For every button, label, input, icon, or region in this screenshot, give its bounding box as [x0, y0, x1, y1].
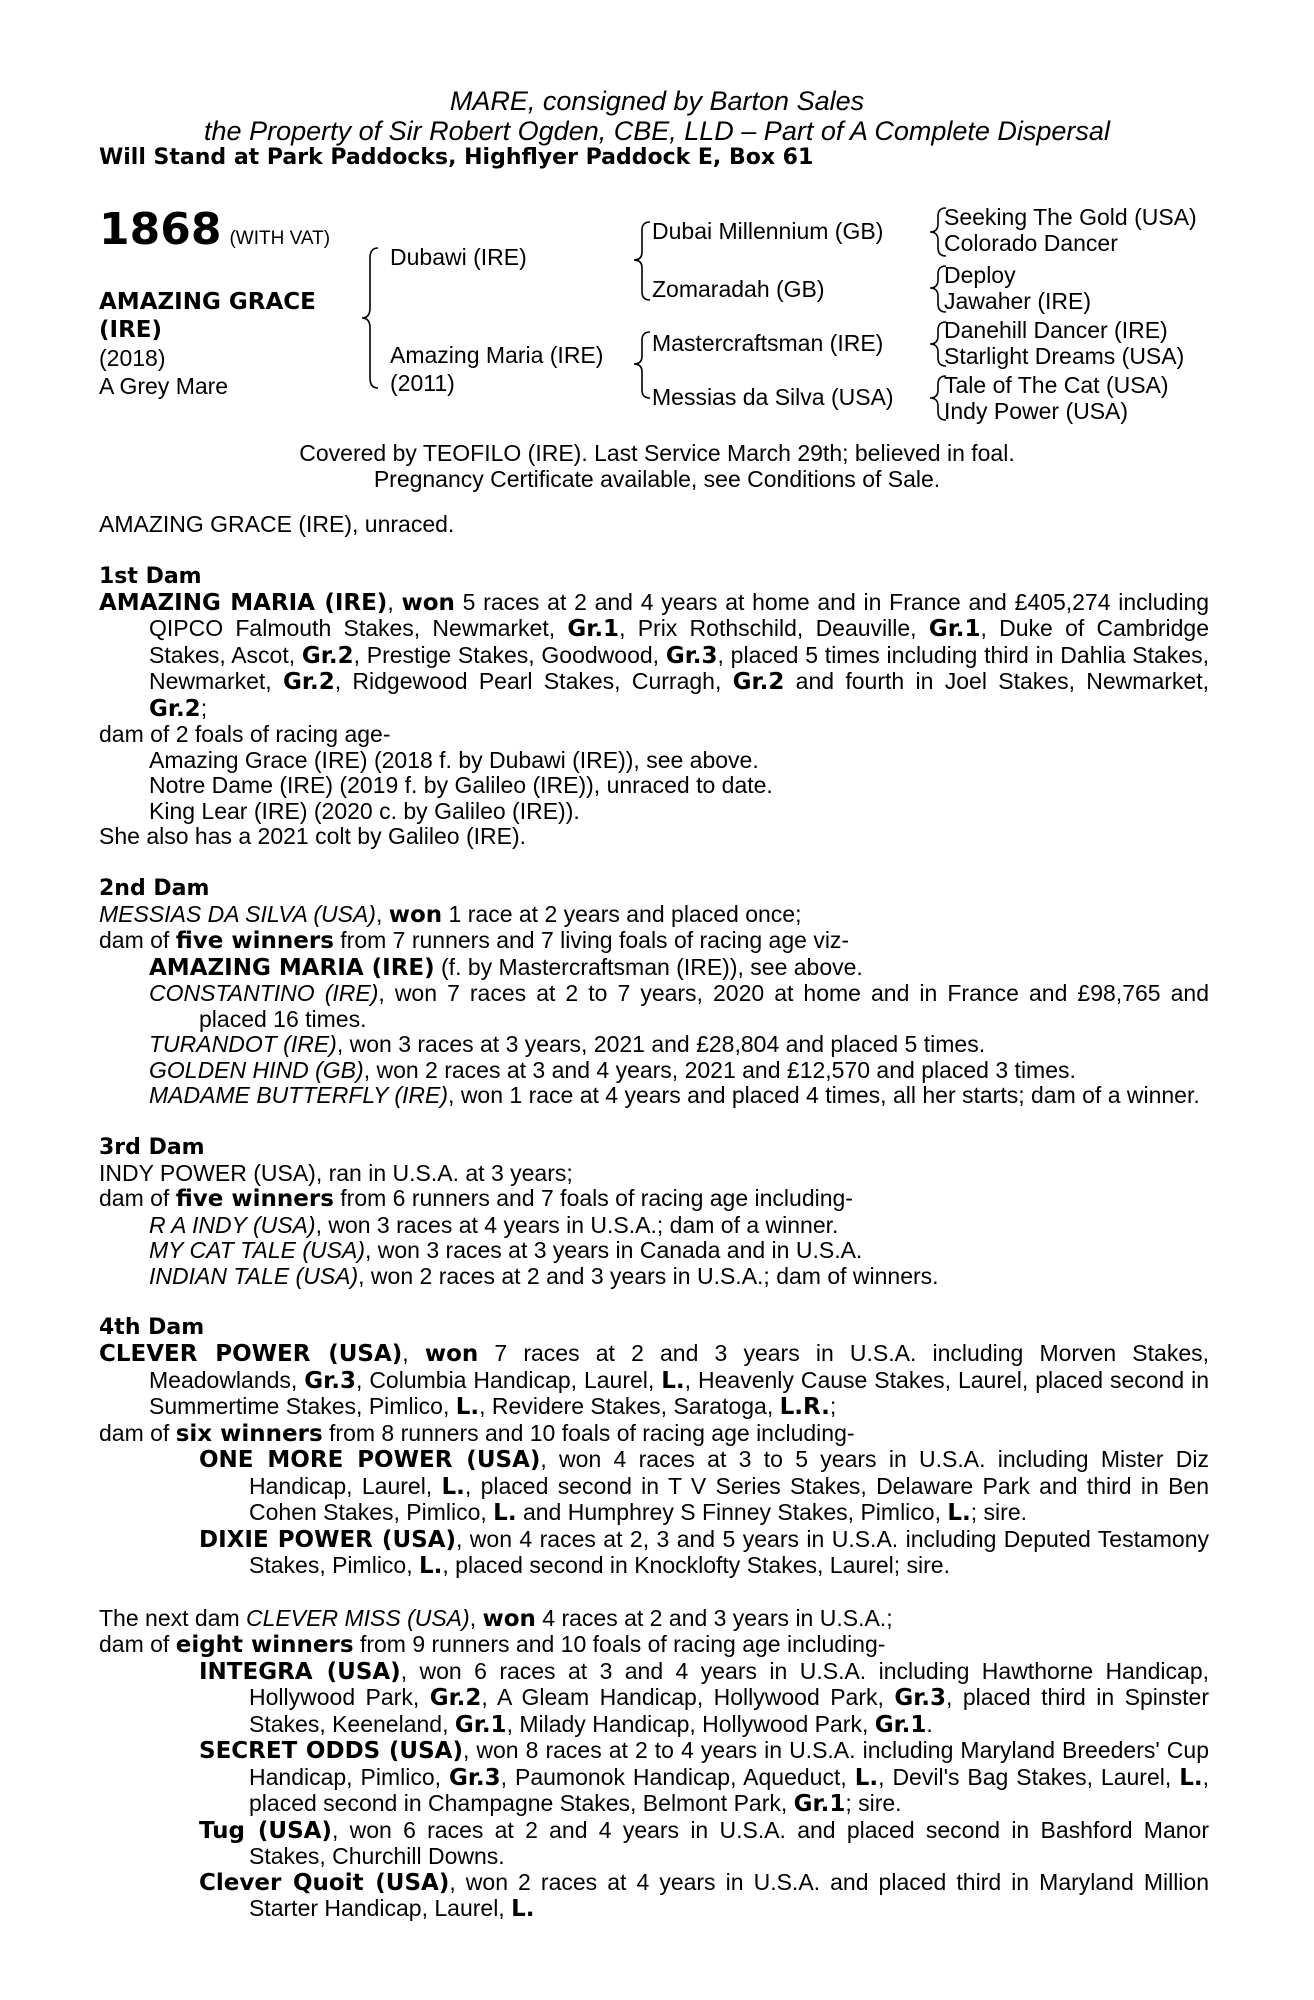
grade: L.	[455, 1394, 480, 1420]
pedigree-dam-dam: Messias da Silva (USA)	[652, 384, 894, 410]
entry-name: CONSTANTINO (IRE)	[149, 980, 379, 1006]
lot-number-value: 1868	[99, 204, 222, 255]
dam1-foal-2: Notre Dame (IRE) (2019 f. by Galileo (IRE)), unraced to date.	[149, 772, 773, 798]
entry-name: GOLDEN HIND (GB)	[149, 1056, 364, 1083]
horse-suffix: (IRE)	[99, 317, 163, 343]
nextdam-entry-4	[99, 1870, 1209, 1923]
text: , placed second in Knocklofty Stakes, Laurel; sire.	[442, 1552, 950, 1578]
text: from 6 runners and 7 foals of racing age including-	[333, 1185, 853, 1211]
grade: Gr.3	[894, 1685, 947, 1711]
pedigree-sss: Seeking The Gold (USA)	[944, 204, 1197, 230]
grade: L.	[419, 1553, 443, 1579]
text: , Heavenly Cause Stakes, Laurel, placed second in Summertime Stakes, Pimlico,	[149, 1366, 1210, 1419]
dam2-entry-3	[99, 1032, 1209, 1058]
text: ;	[829, 1393, 837, 1419]
pedigree-sire-dam: Zomaradah (GB)	[652, 276, 825, 302]
text: , Duke of Cambridge Stakes, Ascot,	[149, 615, 1209, 668]
dam3-entry-1	[99, 1213, 1209, 1239]
dam1-damof: dam of 2 foals of racing age-	[99, 721, 391, 747]
nextdam-name: CLEVER MISS (USA)	[246, 1604, 470, 1631]
pedigree-ssd: Colorado Dancer	[944, 230, 1118, 256]
pedigree-dds: Tale of The Cat (USA)	[944, 372, 1169, 398]
grade: Gr.2	[149, 695, 201, 722]
text: from 9 runners and 10 foals of racing age including-	[353, 1631, 886, 1657]
text: and fourth in Joel Stakes, Newmarket,	[784, 668, 1209, 694]
grade: Gr.1	[567, 616, 620, 642]
winners-count: six winners	[175, 1420, 323, 1447]
text: 5 races at 2 and 4 years at home and in France and £405,274 including QIPCO Falmouth Stakes, Newmarket,	[149, 588, 1210, 641]
text: , Paumonok Handicap, Aqueduct,	[500, 1763, 855, 1790]
grade: Gr.2	[283, 669, 335, 695]
dam2-record	[99, 902, 1209, 929]
dam2-heading: 2nd Dam	[99, 875, 210, 901]
cover-line-2: Pregnancy Certificate available, see Conditions of Sale.	[373, 466, 941, 492]
text: .	[926, 1710, 933, 1737]
nextdam-entry-2	[99, 1738, 1209, 1818]
text: , won 3 races at 4 years in U.S.A.; dam of a winner.	[315, 1211, 839, 1238]
text: , won 6 races at 3 and 4 years in U.S.A. including Hawthorne Handicap, Hollywood Park,	[249, 1657, 1210, 1710]
won-label: won	[482, 1605, 536, 1632]
text: , placed third in Spinster Stakes, Keeneland,	[249, 1684, 1209, 1737]
won-label: won	[388, 901, 443, 928]
pedigree-brace-main	[362, 248, 378, 388]
dam2-damof	[99, 928, 1209, 955]
text: dam of	[99, 1631, 176, 1657]
text: , Ridgewood Pearl Stakes, Curragh,	[334, 668, 733, 694]
text: , Prestige Stakes, Goodwood,	[353, 641, 666, 668]
grade: Gr.3	[448, 1764, 501, 1791]
entry-name: INTEGRA (USA)	[199, 1658, 401, 1685]
dam3-entry-3	[99, 1264, 1209, 1290]
entry-name: MADAME BUTTERFLY (IRE)	[149, 1082, 449, 1108]
entry-name: ONE MORE POWER (USA)	[199, 1447, 541, 1473]
text: , won 6 races at 2 and 4 years in U.S.A. and placed second in Bashford Manor Stakes, Churchill Downs.	[249, 1816, 1209, 1869]
won-label: won	[424, 1341, 479, 1367]
text: and Humphrey S Finney Stakes, Pimlico,	[516, 1499, 948, 1525]
dam2-entry-5	[99, 1083, 1209, 1109]
pedigree-sdd: Jawaher (IRE)	[944, 288, 1091, 314]
grade: L.	[854, 1764, 879, 1791]
pedigree-dss: Danehill Dancer (IRE)	[944, 317, 1168, 343]
dam1-foal-1: Amazing Grace (IRE) (2018 f. by Dubawi (IRE)), see above.	[149, 746, 759, 773]
text: , won 7 races at 2 to 7 years, 2020 at home and in France and £98,765 and placed 16 times.	[199, 980, 1209, 1032]
sep: ,	[375, 900, 389, 927]
pedigree-sire: Dubawi (IRE)	[390, 244, 527, 270]
sep: ,	[469, 1604, 483, 1631]
text: , Milady Handicap, Hollywood Park,	[506, 1710, 875, 1737]
pedigree-dam: Amazing Maria (IRE)	[390, 342, 604, 368]
grade: Gr.1	[928, 616, 981, 642]
grade: Gr.3	[665, 642, 718, 669]
grade: Gr.2	[732, 669, 785, 695]
grade: Gr.1	[874, 1711, 927, 1738]
text: 4 races at 2 and 3 years in U.S.A.;	[535, 1604, 893, 1631]
dam2-entry-4	[99, 1058, 1209, 1084]
dam4-entry-1	[99, 1447, 1209, 1527]
winners-count: eight winners	[175, 1632, 354, 1658]
dam1-name: AMAZING MARIA (IRE)	[99, 589, 388, 616]
won-label: won	[401, 589, 455, 616]
consignor-line: MARE, consigned by Barton Sales	[449, 86, 865, 116]
text: dam of	[99, 927, 176, 953]
entry-name: DIXIE POWER (USA)	[199, 1526, 456, 1553]
dam4-heading: 4th Dam	[99, 1315, 205, 1340]
text: , Revidere Stakes, Saratoga,	[479, 1393, 780, 1419]
grade: Gr.1	[454, 1711, 507, 1738]
horse-name: AMAZING GRACE	[99, 289, 316, 315]
nextdam-entry-3	[99, 1818, 1209, 1870]
sep: ,	[402, 1340, 425, 1366]
racing-record: AMAZING GRACE (IRE), unraced.	[99, 511, 455, 537]
sep: ,	[387, 588, 402, 615]
pedigree-ddd: Indy Power (USA)	[944, 398, 1129, 424]
entry-name: Clever Quoit (USA)	[199, 1869, 450, 1896]
text: , won 4 races at 2, 3 and 5 years in U.S.A. including Deputed Testamony Stakes, Pimlico,	[249, 1525, 1209, 1578]
text: ; sire.	[845, 1790, 902, 1816]
text: , won 3 races at 3 years in Canada and in U.S.A.	[364, 1237, 863, 1263]
dam4-record	[99, 1341, 1209, 1421]
dam3-record: INDY POWER (USA), ran in U.S.A. at 3 years;	[99, 1159, 573, 1186]
dam1-heading: 1st Dam	[99, 563, 202, 589]
text: , won 4 races at 3 to 5 years in U.S.A. including Mister Diz Handicap, Laurel,	[249, 1446, 1209, 1499]
grade: Gr.2	[429, 1685, 482, 1711]
text: , won 2 races at 4 years in U.S.A. and placed third in Maryland Million Starter Handicap, Laurel,	[249, 1868, 1210, 1921]
entry-name: TURANDOT (IRE)	[149, 1031, 337, 1057]
horse-description: A Grey Mare	[99, 373, 229, 399]
dam4-damof	[99, 1421, 1209, 1448]
cover-line-1: Covered by TEOFILO (IRE). Last Service March 29th; believed in foal.	[299, 440, 1015, 466]
text: , Devil's Bag Stakes, Laurel,	[878, 1763, 1180, 1790]
text: from 8 runners and 10 foals of racing age including-	[322, 1419, 855, 1446]
text: , won 3 races at 3 years, 2021 and £28,804 and placed 5 times.	[336, 1031, 986, 1057]
text: , Columbia Handicap, Laurel,	[355, 1366, 662, 1393]
grade: Gr.2	[301, 642, 354, 669]
dam2-entry-1	[99, 955, 1209, 982]
text: dam of	[99, 1185, 176, 1211]
pedigree-dam-sire: Mastercraftsman (IRE)	[652, 330, 884, 356]
winners-count: five winners	[175, 1186, 334, 1212]
stand-location: Will Stand at Park Paddocks, Highflyer Paddock E, Box 61	[99, 145, 814, 170]
pedigree-sire-sire: Dubai Millennium (GB)	[652, 218, 884, 244]
text: , won 1 race at 4 years and placed 4 times, all her starts; dam of a winner.	[448, 1082, 1200, 1108]
entry-name: AMAZING MARIA (IRE)	[149, 954, 435, 981]
text: 1 race at 2 years and placed once;	[442, 900, 802, 927]
dam3-heading: 3rd Dam	[99, 1134, 205, 1160]
grade: L.	[661, 1367, 685, 1394]
dam1-record	[99, 590, 1209, 723]
dam3-entry-2	[99, 1238, 1209, 1264]
dam2-name: MESSIAS DA SILVA (USA)	[99, 900, 376, 927]
text: , A Gleam Handicap, Hollywood Park,	[481, 1684, 895, 1710]
winners-count: five winners	[175, 928, 334, 954]
pedigree-dam-year: (2011)	[390, 370, 455, 396]
grade: L.	[493, 1500, 517, 1526]
text: dam of	[99, 1419, 176, 1446]
dam1-also: She also has a 2021 colt by Galileo (IRE).	[99, 823, 527, 849]
text: , won 8 races at 2 to 4 years in U.S.A. including Maryland Breeders' Cup Handicap, Pimlico,	[249, 1737, 1209, 1790]
horse-year: (2018)	[99, 345, 166, 371]
pedigree-dsd: Starlight Dreams (USA)	[944, 343, 1185, 369]
text: 7 races at 2 and 3 years in U.S.A. including Morven Stakes, Meadowlands,	[149, 1340, 1210, 1393]
produce-record	[99, 512, 1209, 1923]
dam2-entry-2	[99, 981, 1209, 1032]
vat-label: (WITH VAT)	[229, 228, 331, 249]
text: ; sire.	[970, 1499, 1028, 1525]
dam4-name: CLEVER POWER (USA)	[99, 1341, 403, 1367]
nextdam-entry-1	[99, 1659, 1209, 1739]
nextdam-record	[99, 1606, 1209, 1633]
entry-name: SECRET ODDS (USA)	[199, 1738, 463, 1764]
dam3-damof	[99, 1186, 1209, 1213]
text: , won 2 races at 2 and 3 years in U.S.A.; dam of winners.	[358, 1262, 939, 1289]
text: , placed second in Champagne Stakes, Belmont Park,	[249, 1763, 1210, 1816]
entry-name: MY CAT TALE (USA)	[149, 1237, 365, 1263]
text: (f. by Mastercraftsman (IRE)), see above.	[434, 953, 863, 980]
grade: Gr.1	[793, 1791, 846, 1817]
grade: L.	[1179, 1764, 1203, 1791]
text: from 7 runners and 7 living foals of racing age viz-	[333, 927, 850, 953]
text: , placed second in T V Series Stakes, Delaware Park and third in Ben Cohen Stakes, Pimlico,	[249, 1472, 1209, 1525]
text: , placed 5 times including third in Dahlia Stakes, Newmarket,	[149, 641, 1209, 694]
dam1-foal-3: King Lear (IRE) (2020 c. by Galileo (IRE)).	[149, 797, 580, 824]
text: , won 2 races at 3 and 4 years, 2021 and £12,570 and placed 3 times.	[363, 1056, 1076, 1083]
grade: L.	[511, 1896, 535, 1922]
grade: L.	[441, 1473, 465, 1500]
grade: L.	[947, 1500, 971, 1526]
entry-name: Tug (USA)	[199, 1817, 332, 1844]
text: The next dam	[99, 1604, 247, 1631]
entry-name: INDIAN TALE (USA)	[149, 1262, 359, 1289]
text: , Prix Rothschild, Deauville,	[619, 615, 929, 641]
dam4-entry-2	[99, 1527, 1209, 1580]
text: ;	[200, 694, 208, 721]
pedigree-sds: Deploy	[944, 262, 1016, 288]
grade: L.R.	[779, 1394, 830, 1420]
pedigree-brace-dam	[634, 332, 650, 398]
property-line: the Property of Sir Robert Ogden, CBE, LLD – Part of A Complete Dispersal	[204, 116, 1110, 146]
nextdam-damof	[99, 1632, 1209, 1659]
grade: Gr.3	[304, 1367, 356, 1394]
entry-name: R A INDY (USA)	[149, 1211, 316, 1238]
pedigree-brace-sire	[634, 222, 650, 300]
